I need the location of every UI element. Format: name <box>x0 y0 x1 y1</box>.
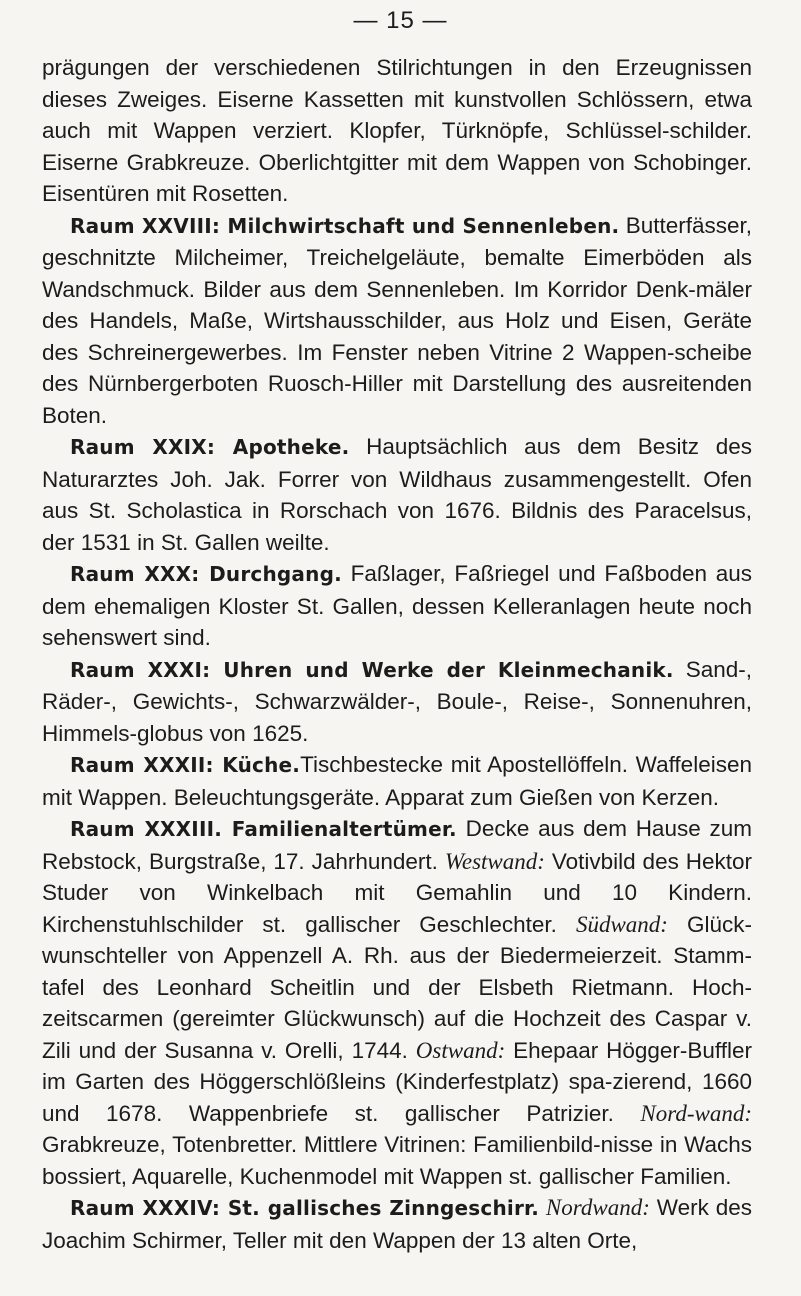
paragraph-text: Faßlager, Faßriegel und Faßboden aus dem ehemaligen Kloster St. Gallen, dessen Kelleranlagen heute noch sehenswert sind. <box>42 561 753 650</box>
wall-label-east: Ostwand: <box>415 1037 506 1063</box>
paragraph-raum-28 <box>42 210 752 432</box>
wall-label-south: Südwand: <box>575 911 668 937</box>
room-heading: Raum XXX: Durchgang. <box>70 562 342 586</box>
paragraph-text: Decke aus dem Hause zum Rebstock, Burgstraße, 17. Jahrhundert. <box>42 816 752 874</box>
paragraph-raum-30 <box>42 558 752 654</box>
paragraph-raum-34 <box>42 1192 752 1256</box>
paragraph-text: Glück-wunschteller von Appenzell A. Rh. aus der Biedermeierzeit. Stamm-tafel des Leonhard Scheitlin und der Elsbeth Rietmann. Hoch-zeitscarmen (gereimter Glückwunsch) auf die Hochzeit des Caspar v. Zili und der Susanna v. Orelli, 1744. <box>42 911 752 1063</box>
paragraph-text: Tischbestecke mit Apostellöffeln. Waffeleisen mit Wappen. Beleuchtungsgeräte. Apparat zum Gießen von Kerzen. <box>42 752 752 810</box>
wall-label-west: Westwand: <box>444 848 545 874</box>
room-heading: Raum XXXIII. Familienaltertümer. <box>70 817 457 841</box>
paragraph-text: Werk des Joachim Schirmer, Teller mit den Wappen der 13 alten Orte, <box>42 1195 752 1253</box>
paragraph-text <box>539 1195 546 1220</box>
paragraph-raum-31 <box>42 654 752 750</box>
room-heading: Raum XXXIV: St. gallisches Zinngeschirr. <box>70 1196 540 1220</box>
wall-label-north: Nord-wand: <box>640 1100 752 1126</box>
paragraph-text: prägungen der verschiedenen Stilrichtungen in den Erzeugnissen dieses Zweiges. Eiserne Kassetten mit kunstvollen Schlössern, etwa auch mit Wappen verziert. Klopfer, Türknöpfe, Schlüssel-schilder. Eiserne Grabkreuze. Oberlichtgitter mit dem Wappen von Schobinger. Eisentüren mit Rosetten. <box>42 55 752 206</box>
page-number: — 15 — <box>353 7 448 34</box>
paragraph-text: Butterfässer, geschnitzte Milcheimer, Treichelgeläute, bemalte Eimerböden als Wandschmuck. Bilder aus dem Sennenleben. Im Korridor Denk-mäler des Handels, Maße, Wirtshausschilder, aus Holz und Eisen, Geräte des Schreinergewerbes. Im Fenster neben Vitrine 2 Wappen-scheibe des Nürnbergerboten Ruosch-Hiller mit Darstellung des ausreitenden Boten. <box>42 212 753 428</box>
wall-label-north: Nordwand: <box>545 1195 650 1220</box>
room-heading: Raum XXXII: Küche. <box>70 753 301 777</box>
paragraph-text: Hauptsächlich aus dem Besitz des Naturarztes Joh. Jak. Forrer von Wildhaus zusammengestellt. Ofen aus St. Scholastica in Rorschach von 1676. Bildnis des Paracelsus, der 1531 in St. Gallen weilte. <box>42 434 752 555</box>
paragraph-text: Votivbild des Hektor Studer von Winkelbach mit Gemahlin und 10 Kindern. Kirchenstuhlschilder st. gallischer Geschlechter. <box>42 848 753 937</box>
paragraph-raum-29 <box>42 431 752 558</box>
paragraph-text: Ehepaar Högger-Buffler im Garten des Höggerschlößleins (Kinderfestplatz) spa-zierend, 1660 und 1678. Wappenbriefe st. gallischer Patrizier. <box>42 1037 752 1126</box>
paragraph-raum-33 <box>42 813 752 1192</box>
paragraph-raum-32 <box>42 749 752 813</box>
room-heading: Raum XXXI: Uhren und Werke der Kleinmechanik. <box>70 657 674 682</box>
room-heading: Raum XXIX: Apotheke. <box>70 435 350 459</box>
room-heading: Raum XXVIII: Milchwirtschaft und Sennenleben. <box>70 213 620 238</box>
paragraph-continuation <box>42 52 752 210</box>
paragraph-text: Sand-, Räder-, Gewichts-, Schwarzwälder-, Boule-, Reise-, Sonnenuhren, Himmels-globus von 1625. <box>42 656 753 746</box>
page-body <box>42 52 752 1256</box>
paragraph-text: Grabkreuze, Totenbretter. Mittlere Vitrinen: Familienbild-nisse in Wachs bossiert, Aquarelle, Kuchenmodel mit Wappen st. gallischer Familien. <box>42 1132 752 1189</box>
